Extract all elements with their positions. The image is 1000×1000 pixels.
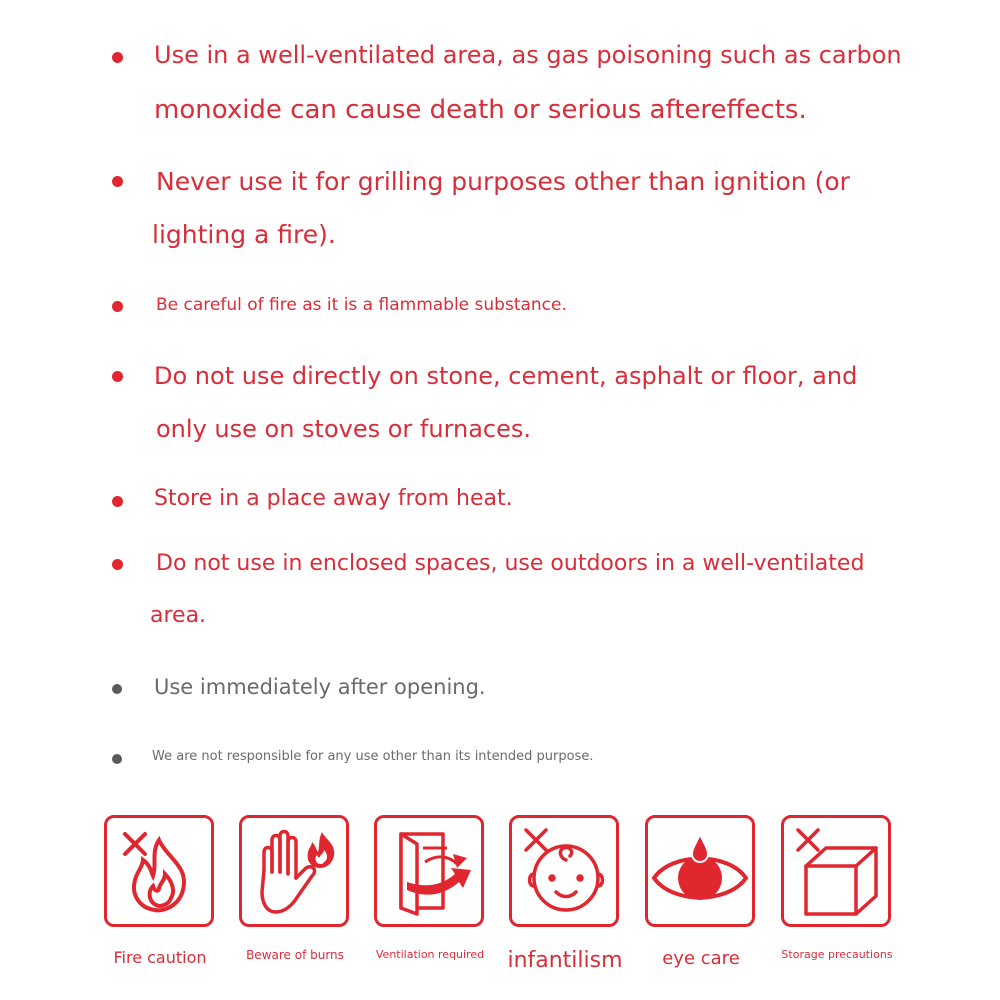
- fire-prohibited-icon: [104, 815, 214, 967]
- bullet-icon: [112, 176, 123, 187]
- warning-text: lighting a fire).: [152, 220, 336, 249]
- pictogram-row: [0, 815, 1000, 995]
- warning-text: monoxide can cause death or serious aftereffects.: [154, 95, 807, 125]
- warning-text: only use on stoves or furnaces.: [156, 415, 532, 443]
- icon-caption: Ventilation required: [375, 948, 485, 961]
- bullet-icon: [112, 52, 123, 63]
- warning-text: area.: [150, 603, 207, 628]
- bullet-icon: [112, 301, 123, 312]
- warning-text: Store in a place away from heat.: [154, 486, 513, 511]
- bullet-icon: [112, 371, 123, 382]
- warning-text: Use in a well-ventilated area, as gas poisoning such as carbon: [154, 41, 902, 69]
- bullet-icon: [112, 754, 122, 764]
- baby-prohibited-icon: [507, 815, 623, 973]
- hand-burn-icon: [239, 815, 349, 962]
- icon-caption: Storage precautions: [781, 948, 893, 961]
- bullet-icon: [112, 684, 122, 694]
- icon-caption: infantilism: [507, 948, 623, 973]
- ventilation-icon: [374, 815, 485, 961]
- box-prohibited-icon: [781, 815, 893, 961]
- warning-text: Do not use in enclosed spaces, use outdoors in a well-ventilated: [156, 551, 865, 576]
- eye-drop-icon: [645, 815, 755, 969]
- warning-text: Be careful of fire as it is a flammable substance.: [156, 295, 567, 315]
- warning-text: Never use it for grilling purposes other than ignition (or: [156, 167, 850, 196]
- bullet-icon: [112, 496, 123, 507]
- bullet-icon: [112, 559, 123, 570]
- warning-text: We are not responsible for any use other than its intended purpose.: [152, 749, 594, 764]
- warning-text: Use immediately after opening.: [154, 675, 486, 699]
- warning-text: Do not use directly on stone, cement, asphalt or floor, and: [154, 362, 858, 390]
- icon-caption: Beware of burns: [246, 948, 344, 962]
- icon-caption: eye care: [662, 948, 740, 969]
- icon-caption: Fire caution: [113, 948, 207, 967]
